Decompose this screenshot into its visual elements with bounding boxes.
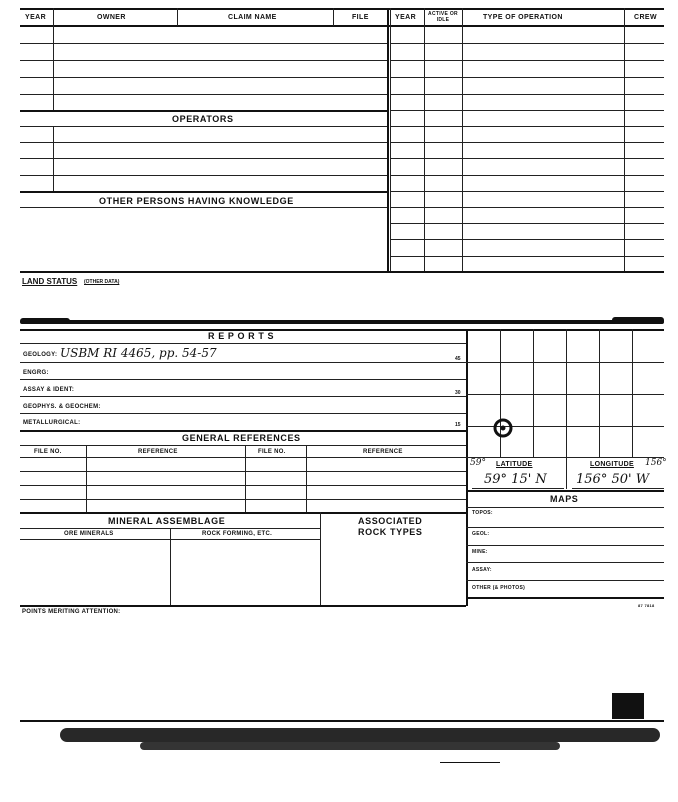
mineral-col-ore: ORE MINERALS bbox=[64, 531, 114, 537]
lat-prefix: 59° bbox=[470, 458, 486, 468]
latitude-value: 59° 15' N bbox=[484, 472, 547, 487]
ref-col-reference-2: REFERENCE bbox=[363, 449, 403, 455]
land-status-label: LAND STATUS bbox=[22, 277, 78, 286]
scan-artifact-bar bbox=[20, 320, 664, 324]
ref-col-file-no: FILE NO. bbox=[34, 449, 62, 455]
report-label-assay: ASSAY & IDENT: bbox=[23, 387, 75, 393]
reports-heading: R E P O R T S bbox=[208, 331, 275, 341]
form-number: 87 7818 bbox=[638, 603, 655, 608]
header-type-of-operation: TYPE OF OPERATION bbox=[483, 14, 563, 21]
latitude-label: LATITUDE bbox=[496, 461, 533, 468]
grid-number-45: 45 bbox=[455, 356, 461, 362]
operators-heading: OPERATORS bbox=[172, 114, 234, 124]
header-year-2: YEAR bbox=[395, 14, 417, 21]
maps-row-mine: MINE: bbox=[472, 549, 488, 555]
report-label-geophys: GEOPHYS. & GEOCHEM: bbox=[23, 404, 101, 410]
longitude-suffix: 156° bbox=[645, 458, 667, 468]
header-active-or-idle: ACTIVE OR IDLE bbox=[428, 11, 458, 23]
header-claim-name: CLAIM NAME bbox=[228, 14, 277, 21]
report-label-metallurgical: METALLURGICAL: bbox=[23, 420, 81, 426]
maps-row-topos: TOPOS: bbox=[472, 510, 493, 516]
report-value-geology: USBM RI 4465, pp. 54-57 bbox=[60, 346, 217, 360]
header-owner: OWNER bbox=[97, 14, 126, 21]
report-label-geology: GEOLOGY: bbox=[23, 352, 58, 358]
ref-col-reference: REFERENCE bbox=[138, 449, 178, 455]
longitude-label: LONGITUDE bbox=[590, 461, 634, 468]
land-status-sublabel: (OTHER DATA) bbox=[84, 279, 120, 285]
associated-rock-types-line1: ASSOCIATED bbox=[358, 516, 423, 526]
associated-rock-types-line2: ROCK TYPES bbox=[358, 527, 423, 537]
maps-heading: MAPS bbox=[550, 494, 579, 504]
report-label-engrg: ENGRG: bbox=[23, 370, 49, 376]
mineral-assemblage-heading: MINERAL ASSEMBLAGE bbox=[108, 516, 226, 526]
location-marker-icon bbox=[491, 416, 515, 440]
header-file: FILE bbox=[352, 14, 369, 21]
points-meriting-attention-label: POINTS MERITING ATTENTION: bbox=[22, 609, 121, 615]
longitude-value: 156° 50' W bbox=[576, 472, 650, 487]
maps-row-geol: GEOL: bbox=[472, 531, 490, 537]
ref-col-file-no-2: FILE NO. bbox=[258, 449, 286, 455]
maps-row-assay: ASSAY: bbox=[472, 567, 492, 573]
header-year: YEAR bbox=[25, 14, 47, 21]
grid-number-15: 15 bbox=[455, 422, 461, 428]
general-references-heading: GENERAL REFERENCES bbox=[182, 433, 301, 443]
header-crew: CREW bbox=[634, 14, 657, 21]
maps-row-other: OTHER (& PHOTOS) bbox=[472, 585, 526, 591]
mineral-col-rock: ROCK FORMING, ETC. bbox=[202, 531, 273, 537]
other-persons-heading: OTHER PERSONS HAVING KNOWLEDGE bbox=[99, 196, 294, 206]
grid-number-30: 30 bbox=[455, 390, 461, 396]
